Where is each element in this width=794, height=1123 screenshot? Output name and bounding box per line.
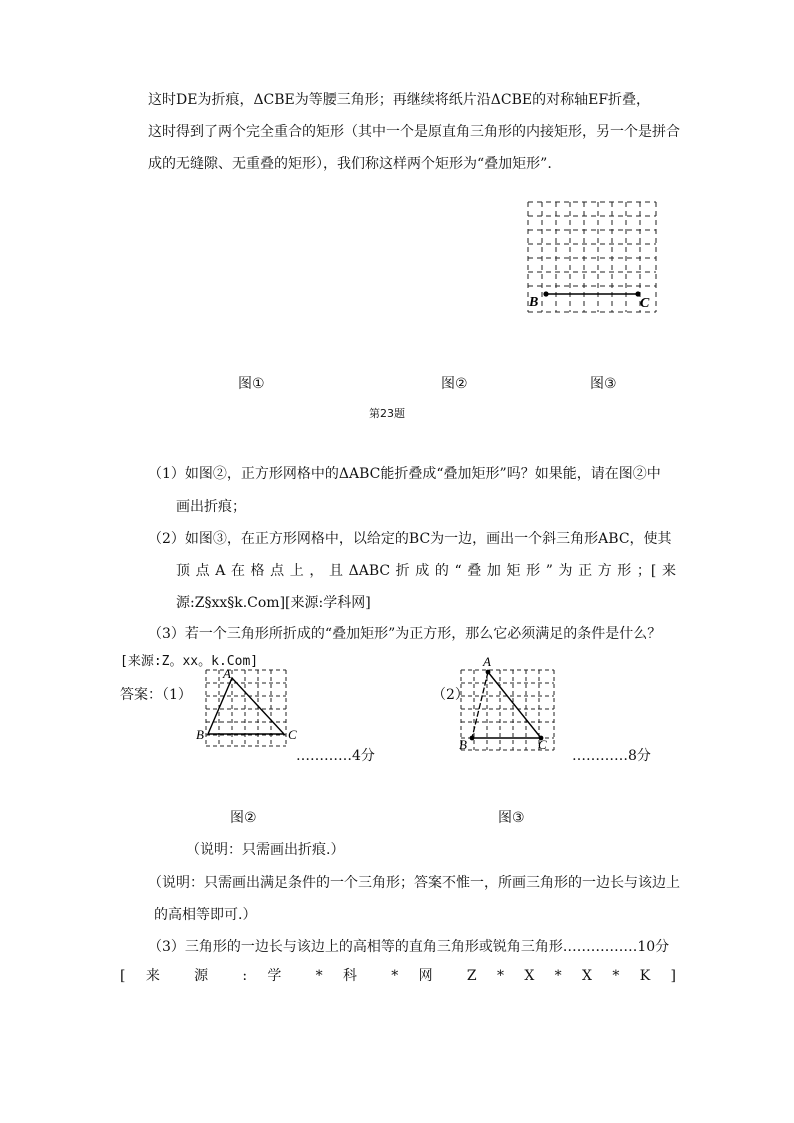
point-c-label: C bbox=[288, 727, 297, 742]
source-note: [来源:Z。xx。k.Com] bbox=[120, 654, 259, 669]
intro-line-1: 这时DE为折痕，ΔCBE为等腰三角形；再继续将纸片沿ΔCBE的对称轴EF折叠， bbox=[148, 92, 651, 108]
caption-answer-fig-2: 图② bbox=[230, 810, 257, 826]
q2-line-3: 源:Z§xx§k.Com][来源:学科网] bbox=[176, 595, 371, 611]
score-8: …………8分 bbox=[572, 748, 651, 764]
intro-line-2: 这时得到了两个完全重合的矩形（其中一个是原直角三角形的内接矩形，另一个是拼合 bbox=[148, 124, 680, 140]
q3-line-1: （3）若一个三角形所折成的“叠加矩形”为正方形，那么它必须满足的条件是什么？ bbox=[148, 626, 662, 642]
caption-fig-2: 图② bbox=[441, 376, 468, 392]
side-ac bbox=[488, 672, 541, 738]
answer-figure-right bbox=[455, 656, 559, 752]
answer-label: 答案：（1） bbox=[120, 687, 192, 703]
part2-label: （2） bbox=[432, 687, 469, 703]
answer-part-3: （3）三角形的一边长与该边上的高相等的直角三角形或锐角三角形.……………10分 bbox=[148, 939, 670, 955]
point-a-dot bbox=[486, 670, 491, 675]
answer-note-2-line-2: 的高相等即可.） bbox=[154, 907, 257, 923]
point-c-label: C bbox=[640, 296, 650, 311]
source-line: [ 来 源 : 学 * 科 * 网 Z * X * X * K ] bbox=[120, 968, 676, 984]
caption-fig-3: 图③ bbox=[590, 376, 617, 392]
point-b-label: B bbox=[196, 727, 204, 742]
caption-fig-1: 图① bbox=[238, 376, 265, 392]
q1-line-1: （1）如图②，正方形网格中的ΔABC能折叠成“叠加矩形”吗？如果能，请在图②中 bbox=[148, 466, 661, 482]
answer-figure-left bbox=[196, 668, 300, 748]
point-a-label: A bbox=[223, 666, 231, 681]
point-b-label: B bbox=[459, 737, 467, 752]
answer-note-2-line-1: （说明：只需画出满足条件的一个三角形；答案不惟一，所画三角形的一边长与该边上 bbox=[148, 875, 680, 891]
point-b-label: B bbox=[529, 295, 539, 310]
point-b-dot bbox=[543, 291, 548, 296]
point-c-label: C bbox=[538, 737, 547, 752]
top-grid-figure bbox=[528, 202, 658, 314]
intro-line-3: 成的无缝隙、无重叠的矩形），我们称这样两个矩形为“叠加矩形”. bbox=[148, 156, 552, 172]
point-b-dot bbox=[470, 736, 475, 741]
problem-title: 第23题 bbox=[369, 407, 405, 420]
caption-answer-fig-3: 图③ bbox=[498, 810, 525, 826]
score-4: …………4分 bbox=[296, 748, 375, 764]
q1-line-2: 画出折痕； bbox=[176, 499, 246, 515]
answer-note-1: （说明：只需画出折痕.） bbox=[186, 842, 345, 858]
q2-line-1: （2）如图③，在正方形网格中，以给定的BC为一边，画出一个斜三角形ABC，使其 bbox=[148, 531, 672, 547]
point-a-label: A bbox=[483, 654, 491, 669]
q2-line-2: 顶点A在格点上，且ΔABC折成的“叠加矩形”为正方形；[来 bbox=[176, 563, 676, 579]
